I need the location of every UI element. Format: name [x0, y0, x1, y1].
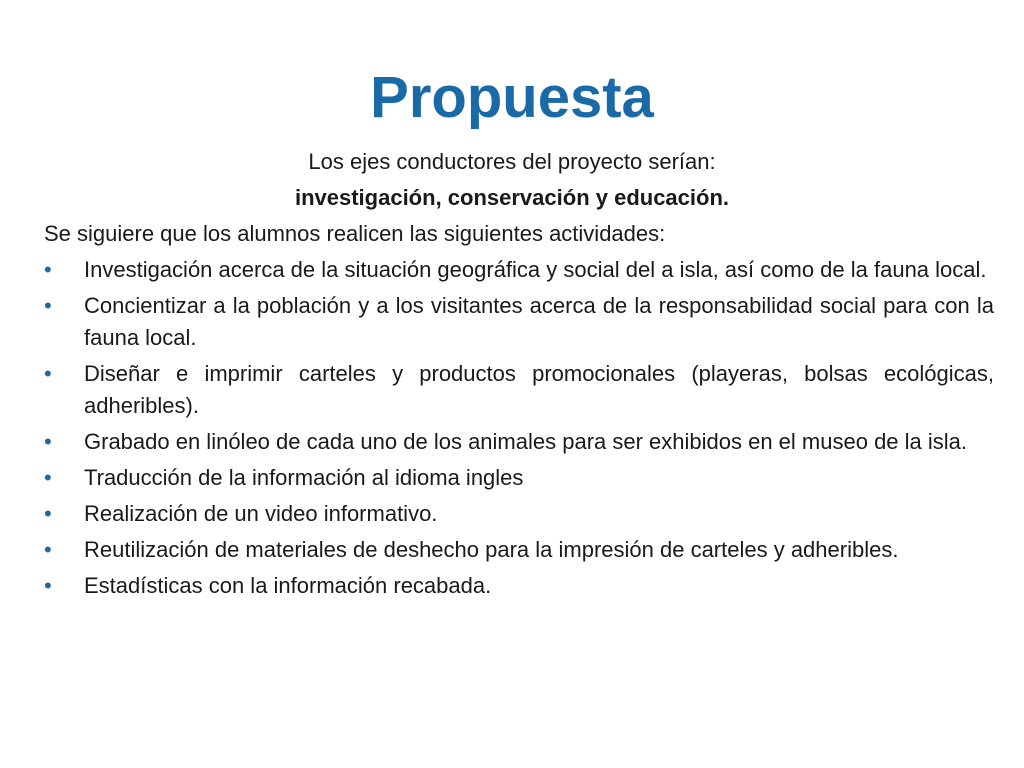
list-item-text: Reutilización de materiales de deshecho para la impresión de carteles y adheribles. [84, 537, 899, 562]
list-item [44, 498, 994, 530]
bullet-icon: • [44, 501, 52, 526]
list-item [44, 358, 994, 422]
bullet-icon: • [44, 361, 52, 386]
list-item-text: Realización de un video informativo. [84, 501, 438, 526]
slide-subtitle-emphasis: investigación, conservación y educación. [294, 185, 730, 210]
list-item-text: Grabado en linóleo de cada uno de los animales para ser exhibidos en el museo de la isla. [84, 429, 968, 454]
bullet-icon: • [44, 293, 52, 318]
list-item-text: Traducción de la información al idioma ingles [84, 465, 524, 490]
bullet-icon: • [44, 465, 52, 490]
list-item [44, 254, 994, 286]
activities-list [44, 254, 994, 606]
bullet-icon: • [44, 429, 52, 454]
bullet-icon: • [44, 257, 52, 282]
list-item [44, 462, 994, 494]
list-item [44, 426, 994, 458]
list-item [44, 570, 994, 602]
bullet-icon: • [44, 537, 52, 562]
list-item-text: Diseñar e imprimir carteles y productos promocionales (playeras, bolsas ecológicas, adheribles). [84, 361, 994, 418]
intro-text: Se siguiere que los alumnos realicen las siguientes actividades: [44, 221, 666, 246]
list-item-text: Investigación acerca de la situación geográfica y social del a isla, así como de la fauna local. [84, 257, 987, 282]
slide-subtitle: Los ejes conductores del proyecto serían: [308, 149, 716, 174]
list-item [44, 534, 994, 566]
slide-title: Propuesta [370, 65, 654, 130]
bullet-icon: • [44, 573, 52, 598]
list-item-text: Estadísticas con la información recabada. [84, 573, 492, 598]
list-item-text: Concientizar a la población y a los visitantes acerca de la responsabilidad social para con la fauna local. [84, 293, 994, 350]
list-item [44, 290, 994, 354]
